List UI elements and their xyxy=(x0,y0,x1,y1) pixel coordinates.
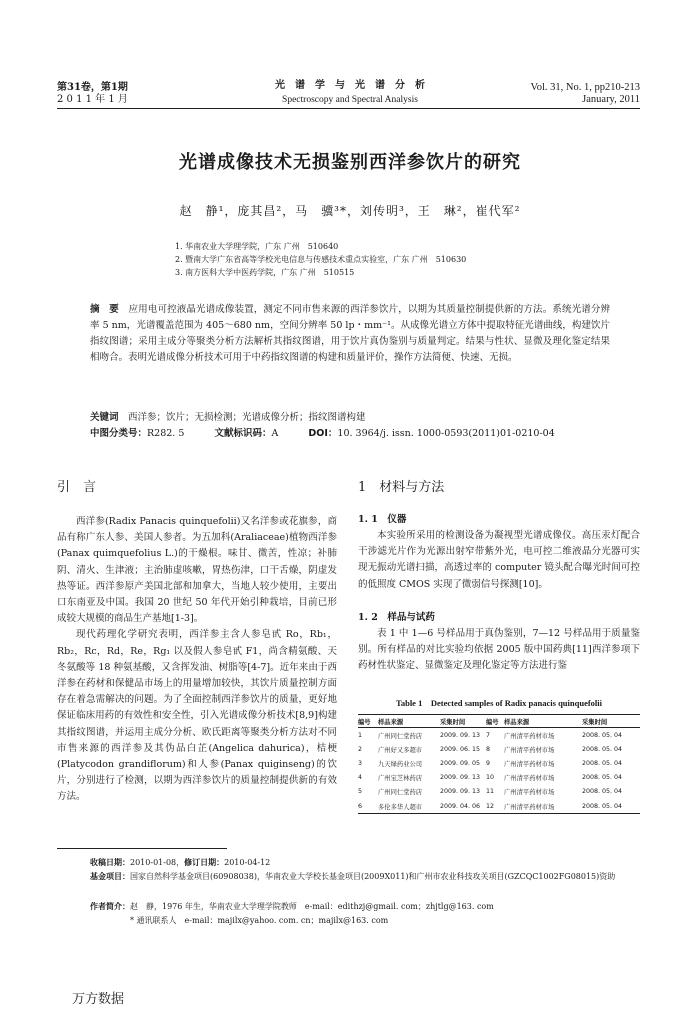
table-cell: 2008. 05. 04 xyxy=(582,745,623,753)
table-cell: 9 xyxy=(486,759,491,767)
table-cell: 6 xyxy=(358,799,378,814)
header-journal-en: Spectroscopy and Spectral Analysis xyxy=(282,95,418,105)
intro-paragraph-1: 西洋参(Radix Panacis quinquefolii)又名洋参或花旗参，商品有称广东人参、美国人参者。为五加科(Araliaceae)植物西洋参(Panax quimquefolius L.)的干燥根。味甘、微苦，性凉；补肺阴、清火、生津液；主治肺虚咳嗽，胃热伤津，口干舌燥，阴虚发热等证。西洋参原产美国北部和加拿大，当地人较少使用，主要出口东南亚及中国。我国 20 世纪 50 年代开始引种栽培，目前已形成较大规模的商品生产基地[1-3]。 xyxy=(57,516,337,625)
table-cell: 2008. 05. 04 xyxy=(582,799,640,814)
intro-paragraph-2: 现代药理化学研究表明，西洋参主含人参皂甙 Ro，Rb₁，Rb₂，Rc，Rd，Re，Rg₁ 以及假人参皂甙 F1，尚含精氨酸、天冬氨酸等 18 种氨基酸，又含挥发油、树脂等[4-7]。近年来由于西洋参在药材和保健品市场上的用量增加较快，其饮片质量控制方面存在着急需解决的问题。为了全面控制西洋参饮片的质量，更好地保证临床用药的有效性和安全性，引入光谱成像分析技术[8,9]构建其指纹图谱，并运用主成分分析、欧氏距离等聚类分析方法对不同市售来源的西洋参及其伪品白芷(Angelica dahurica)，桔梗(Platycodon grandiflorum)和人参(Panax quiginseng)的饮片，分别进行了检测，以期为西洋参饮片的质量控制提供新的有效方法。 xyxy=(57,629,337,803)
table-cell: 2009. 06. 15 xyxy=(440,745,481,753)
table-header-cell: 样品来源 xyxy=(378,715,440,728)
watermark-text: 万方数据 xyxy=(72,992,125,1007)
affiliation-list xyxy=(175,240,466,279)
table-cell: 10 xyxy=(486,774,495,782)
author-bio-label: 作者简介： xyxy=(90,901,130,911)
header-rule xyxy=(57,108,640,109)
table-cell: 广州同仁堂药店 xyxy=(378,789,423,797)
author-bio-text: 赵 静，1976 年生，华南农业大学理学院教师 e-mail：edithzj@gmail. com；zhjtlg@163. com xyxy=(130,902,494,911)
table-row xyxy=(358,756,640,770)
table-header-cell: 采集时间 xyxy=(440,715,486,728)
table-cell: 1 xyxy=(358,731,363,739)
samples-table xyxy=(358,714,640,814)
subsection-heading-instrument: 1. 1 仪器 xyxy=(358,514,407,525)
table-cell: 2 xyxy=(358,745,363,753)
table-cell: 广州清平药材市场 xyxy=(504,775,555,783)
header-volume-issue: 第31卷，第1期 xyxy=(57,82,128,93)
doc-code-value: A xyxy=(271,428,279,439)
instrument-paragraph: 本实验所采用的检测设备为凝视型光谱成像仪。高压汞灯配合干涉滤光片作为光源出射窄带紫外光，电可控二维液晶分光器可实现无振动光谱扫描，高透过率的 computer 镜头配合曝光时间可控的低照度 CMOS 实现了微弱信号探测[10]。 xyxy=(358,530,640,590)
table-cell: 2008. 05. 04 xyxy=(582,731,623,739)
subsection-heading-samples: 1. 2 样品与试药 xyxy=(358,612,435,623)
section-heading-introduction: 引 言 xyxy=(57,480,97,495)
table-cell: 5 xyxy=(358,788,363,796)
table-cell: 九天绿药业公司 xyxy=(378,760,423,768)
header-date-en: January, 2011 xyxy=(582,94,640,105)
abstract-text: 应用电可控液晶光谱成像装置，测定不同市售来源的西洋参饮片，以期为其质量控制提供新的方法。系统光谱分辨率 5 nm，光谱覆盖范围为 405～680 nm，空间分辨率 50 lp・mm⁻¹。从成像光谱立方体中提取特征光谱曲线，构建饮片指纹图谱；采用主成分等聚类分析方法解析其指纹图谱，用于饮片真伪鉴别与质量判定。结果与性状、显微及理化鉴定结果相吻合。表明光谱成像分析技术可用于中药指纹图谱的构建和质量评价，操作方法简便、快速、无损。 xyxy=(90,304,610,363)
revised-label: 修订日期： xyxy=(184,857,225,867)
clc-value: R282. 5 xyxy=(147,428,185,439)
table-cell: 广州清平药材市场 xyxy=(504,732,555,740)
table-cell: 多伦多华人超市 xyxy=(378,799,440,814)
table-row xyxy=(358,799,640,814)
keywords xyxy=(90,410,610,425)
abstract-label: 摘 要 xyxy=(90,304,119,315)
received-label: 收稿日期： xyxy=(90,857,130,867)
introduction-body xyxy=(57,514,337,806)
table-cell: 2009. 09. 05 xyxy=(440,759,481,767)
fund-label: 基金项目： xyxy=(90,871,130,881)
table-cell: 2009. 09. 13 xyxy=(440,788,481,796)
table-cell: 3 xyxy=(358,759,363,767)
footnote-corresponding: * 通讯联系人 e-mail：majilx@yahoo. com. cn；majilx@163. com xyxy=(130,916,389,925)
author-list: 赵 静¹，庞其昌²，马 骥³*，刘传明³，王 琳²，崔代军² xyxy=(179,204,521,218)
paper-title: 光谱成像技术无损鉴别西洋参饮片的研究 xyxy=(179,152,521,173)
table-header-cell: 采集时间 xyxy=(582,715,640,728)
samples-paragraph: 表 1 中 1—6 号样品用于真伪鉴别，7—12 号样品用于质量鉴别。所有样品的对比实验均依据 2005 版中国药典[11]西洋参项下药材性状鉴定、显微鉴定及理化鉴定等方法进行鉴 xyxy=(358,628,640,672)
affiliation-1: 1. 华南农业大学理学院，广东 广州 510640 xyxy=(175,242,339,251)
samples-body xyxy=(358,626,640,675)
table-cell: 2009. 04. 06 xyxy=(440,799,486,814)
instrument-body xyxy=(358,528,640,593)
table-cell: 4 xyxy=(358,774,363,782)
abstract xyxy=(90,302,610,366)
table-cell: 2008. 05. 04 xyxy=(582,759,623,767)
table-cell: 广州清平药材市场 xyxy=(504,789,555,797)
table-cell: 7 xyxy=(486,731,491,739)
section-heading-materials: 1 材料与方法 xyxy=(358,480,445,495)
affiliation-3: 3. 南方医科大学中医药学院，广东 广州 510515 xyxy=(175,268,355,277)
footnote-author xyxy=(90,900,650,913)
table-row xyxy=(358,728,640,743)
table-cell: 广州清平药材市场 xyxy=(504,760,555,768)
table-cell: 广州同仁堂药店 xyxy=(378,732,423,740)
footnote-funding xyxy=(90,870,650,883)
table-header-cell: 样品来源 xyxy=(504,715,582,728)
keywords-label: 关键词 xyxy=(90,412,119,423)
clc-label: 中图分类号： xyxy=(90,428,148,439)
header-journal-cn: 光 谱 学 与 光 谱 分 析 xyxy=(275,80,425,91)
table-cell: 2009. 09. 13 xyxy=(440,774,481,782)
table-cell: 2008. 05. 04 xyxy=(582,774,623,782)
fund-text: 国家自然科学基金项目(60908038)，华南农业大学校长基金项目(2009X011)和广州市农业科技攻关项目(GZCQC1002FG08015)资助 xyxy=(130,872,616,881)
header-volume-en: Vol. 31, No. 1, pp210-213 xyxy=(530,82,640,93)
table-row xyxy=(358,742,640,756)
doi-value: 10. 3964/j. issn. 1000-0593(2011)01-0210-04 xyxy=(337,428,555,439)
table-header-cell: 编号 xyxy=(486,715,504,728)
table-row xyxy=(358,785,640,799)
affiliation-2: 2. 暨南大学广东省高等学校光电信息与传感技术重点实验室，广东 广州 510630 xyxy=(175,255,467,264)
table-caption: Table 1 Detected samples of Radix panacis quinquefolii xyxy=(395,698,603,708)
table-cell: 12 xyxy=(486,799,504,814)
table-cell: 11 xyxy=(486,788,495,796)
header-date-cn: 2 0 1 1 年 1 月 xyxy=(57,94,128,105)
table-cell: 广州清平药材市场 xyxy=(504,746,555,754)
footnote-dates xyxy=(90,856,650,869)
table-cell: 2008. 05. 04 xyxy=(582,788,623,796)
table-cell: 广州好又多超市 xyxy=(378,746,423,754)
table-cell: 2009. 09. 13 xyxy=(440,731,481,739)
table-header-cell: 编号 xyxy=(358,715,378,728)
table-cell: 广州清平药材市场 xyxy=(504,799,582,814)
doc-code-label: 文献标识码： xyxy=(214,428,272,439)
table-row xyxy=(358,771,640,785)
revised-date: 2010-04-12 xyxy=(224,858,271,867)
footnote-rule xyxy=(57,848,227,849)
classification-line xyxy=(90,426,610,441)
received-date: 2010-01-08， xyxy=(130,858,185,867)
table-cell: 广州宝芝林药店 xyxy=(378,775,423,783)
table-header-row xyxy=(358,715,640,728)
table-cell: 8 xyxy=(486,745,491,753)
keywords-text: 西洋参；饮片；无损检测；光谱成像分析；指纹图谱构建 xyxy=(128,412,366,423)
doi-label: DOI： xyxy=(308,428,338,439)
